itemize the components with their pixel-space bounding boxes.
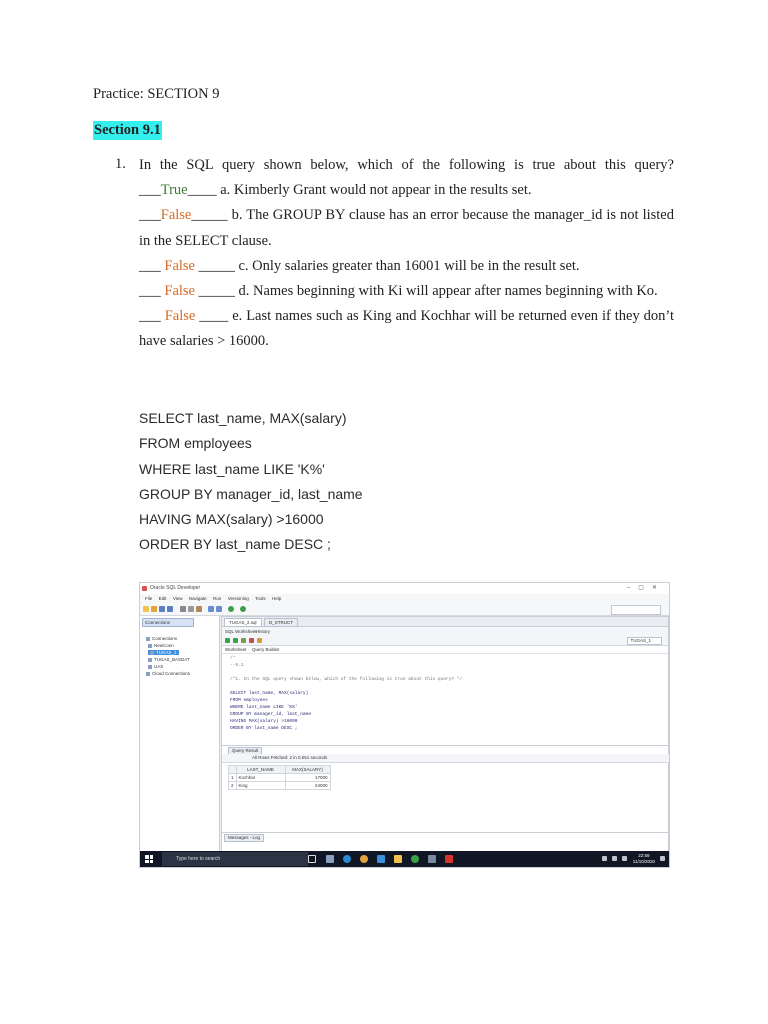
code-line: GROUP BY manager_id, last_name: [230, 712, 312, 717]
answer-e-value: False: [164, 308, 196, 325]
windows-start-icon[interactable]: [145, 855, 153, 863]
sql-line: FROM employees: [139, 435, 252, 452]
menu-navigate[interactable]: Navigate: [188, 596, 207, 601]
sql-editor: [221, 616, 669, 746]
row-number: 2: [229, 782, 237, 790]
code-line-blank: [230, 669, 462, 676]
cell-max-salary: 24000: [285, 782, 330, 790]
answer-e: ___ False ____ e. Last names such as King and Kochhar will be returned even if they don’t have salaries > 16000.: [139, 308, 675, 350]
volume-icon[interactable]: [622, 856, 627, 861]
question-block: [139, 153, 674, 355]
run-icon[interactable]: [225, 638, 230, 643]
chrome-icon[interactable]: [360, 855, 368, 863]
window-controls: –▢✕: [626, 585, 665, 591]
results-status: All Rows Fetched: 2 in 0.051 seconds: [222, 754, 670, 763]
tab-query-result[interactable]: Query Result: [228, 747, 262, 755]
tab-sql-worksheet[interactable]: SQL Worksheet: [225, 629, 257, 634]
sql-line: WHERE last_name LIKE 'K%': [139, 460, 325, 477]
camera-icon[interactable]: [326, 855, 334, 863]
editor-mode-tabs: [222, 646, 668, 654]
app-title: Oracle SQL Developer: [150, 585, 201, 591]
answer-a-value: True: [160, 182, 188, 199]
explain-plan-icon[interactable]: [257, 638, 262, 643]
clock-time: 22:59: [638, 853, 650, 858]
back-icon[interactable]: [228, 606, 234, 612]
menu-bar: [140, 594, 669, 603]
sql-line: HAVING MAX(salary) >16000: [139, 511, 324, 528]
tab-worksheet[interactable]: Worksheet: [225, 647, 247, 652]
rollback-icon[interactable]: [249, 638, 254, 643]
menu-versioning[interactable]: Versioning: [227, 596, 249, 601]
results-grid: [228, 765, 331, 790]
answer-d: ___ False _____ d. Names beginning with Ki will appear after names beginning with Ko.: [139, 283, 658, 300]
taskbar-clock[interactable]: [633, 853, 655, 865]
tree-item-newconn[interactable]: NewConn: [148, 643, 174, 648]
code-line: /*: [230, 656, 236, 661]
sql-line: ORDER BY last_name DESC ;: [139, 536, 331, 553]
tab-tugas-2[interactable]: TUGAS_2.sql: [224, 618, 262, 627]
code-line: /*1. In the SQL query shown below, which of the following is true about this query? */: [230, 677, 463, 682]
new-file-icon[interactable]: [143, 606, 149, 612]
tree-item-tugas-1[interactable]: TUGAS_1: [148, 650, 179, 655]
page-title: Practice: SECTION 9: [93, 86, 220, 102]
cell-max-salary: 17000: [285, 774, 330, 782]
menu-file[interactable]: File: [145, 596, 153, 601]
open-folder-icon[interactable]: [151, 606, 157, 612]
menu-view[interactable]: View: [172, 596, 183, 601]
code-line: ORDER BY last_name DESC ;: [230, 726, 298, 731]
database-icon: [148, 665, 152, 669]
main-toolbar: [140, 603, 669, 616]
commit-icon[interactable]: [241, 638, 246, 643]
network-icon[interactable]: [612, 856, 617, 861]
redo-icon[interactable]: [216, 606, 222, 612]
tab-query-builder[interactable]: Query Builder: [252, 647, 280, 652]
database-icon: [148, 658, 152, 662]
section-heading: Section 9.1: [94, 122, 161, 138]
results-panel: [221, 745, 669, 833]
save-icon[interactable]: [159, 606, 165, 612]
connection-select[interactable]: TUGAS_1: [627, 637, 662, 645]
tree-item-uas[interactable]: UAS: [148, 664, 163, 669]
answer-c: ___ False _____ c. Only salaries greater than 16001 will be in the result set.: [139, 257, 580, 274]
search-input[interactable]: [611, 605, 661, 615]
answer-b-value: False: [160, 207, 192, 224]
column-header[interactable]: LAST_NAME: [236, 766, 285, 774]
answer-c-value: False: [164, 257, 195, 274]
row-number: 1: [229, 774, 237, 782]
connections-tab[interactable]: Connections: [142, 618, 194, 627]
copy-icon[interactable]: [188, 606, 194, 612]
code-line-blank: [230, 683, 462, 690]
menu-help[interactable]: Help: [272, 596, 282, 601]
connections-panel: [140, 616, 220, 856]
tab-d-struct[interactable]: D_STRUCT: [264, 618, 298, 627]
tree-item-cloud[interactable]: Cloud Connections: [146, 671, 190, 676]
table-row[interactable]: [229, 774, 331, 782]
editor-tabs: [222, 617, 668, 627]
sql-line: SELECT last_name, MAX(salary): [139, 410, 347, 426]
cell-last-name: Kochhar: [236, 774, 285, 782]
code-line: HAVING MAX(salary) >16000: [230, 719, 298, 724]
column-header[interactable]: MAX(SALARY): [285, 766, 330, 774]
menu-run[interactable]: Run: [213, 596, 222, 601]
tree-item-tugas-basdat[interactable]: TUGAS_BASDAT: [148, 657, 190, 662]
sql-developer-screenshot: [139, 582, 670, 868]
windows-taskbar: [140, 851, 669, 867]
run-script-icon[interactable]: [233, 638, 238, 643]
window-titlebar: [140, 583, 669, 594]
question-number: 1.: [115, 156, 126, 172]
notification-icon[interactable]: [660, 856, 665, 861]
answer-d-value: False: [164, 283, 195, 300]
cut-icon[interactable]: [180, 606, 186, 612]
sql-line: GROUP BY manager_id, last_name: [139, 485, 363, 502]
connections-icon: [146, 637, 150, 641]
save-all-icon[interactable]: [167, 606, 173, 612]
cell-last-name: King: [236, 782, 285, 790]
folder-icon[interactable]: [394, 855, 402, 863]
sql-query: [139, 406, 363, 558]
database-icon: [148, 644, 152, 648]
question-prompt: In the SQL query shown below, which of the following is true about this query?: [139, 157, 674, 173]
paste-icon[interactable]: [196, 606, 202, 612]
tree-item-connections[interactable]: Connections: [146, 636, 177, 641]
app-logo-icon: [142, 586, 147, 591]
task-view-icon[interactable]: [308, 855, 316, 863]
tab-history[interactable]: History: [256, 629, 271, 634]
forward-icon[interactable]: [240, 606, 246, 612]
answer-b: ___False_____ b. The GROUP BY clause has an error because the manager_id is not listed in the SELECT clause.: [139, 207, 674, 249]
system-tray-icon[interactable]: [602, 856, 607, 861]
code-line: FROM employees: [230, 698, 268, 703]
code-line: SELECT last_name, MAX(salary): [230, 691, 309, 696]
menu-tools[interactable]: Tools: [255, 596, 266, 601]
cloud-icon: [146, 672, 150, 676]
edge-icon[interactable]: [343, 855, 351, 863]
table-row[interactable]: [229, 782, 331, 790]
database-icon: [150, 651, 154, 655]
code-area[interactable]: [230, 655, 462, 732]
taskbar-search-input[interactable]: Type here to search: [162, 852, 308, 866]
code-line: --9.1: [230, 663, 244, 668]
row-number-header: [229, 766, 237, 774]
undo-icon[interactable]: [208, 606, 214, 612]
sql-developer-icon[interactable]: [428, 855, 436, 863]
pdf-reader-icon[interactable]: [445, 855, 453, 863]
editor-toolbar: [222, 636, 668, 646]
mail-icon[interactable]: [377, 855, 385, 863]
menu-edit[interactable]: Edit: [158, 596, 167, 601]
tab-messages-log[interactable]: Messages - Log: [224, 834, 264, 842]
answer-a: ___True____ a. Kimberly Grant would not appear in the results set.: [139, 182, 532, 199]
chrome-alt-icon[interactable]: [411, 855, 419, 863]
clock-date: 11/10/2020: [632, 859, 655, 864]
code-line: WHERE last_name LIKE 'K%': [230, 705, 298, 710]
